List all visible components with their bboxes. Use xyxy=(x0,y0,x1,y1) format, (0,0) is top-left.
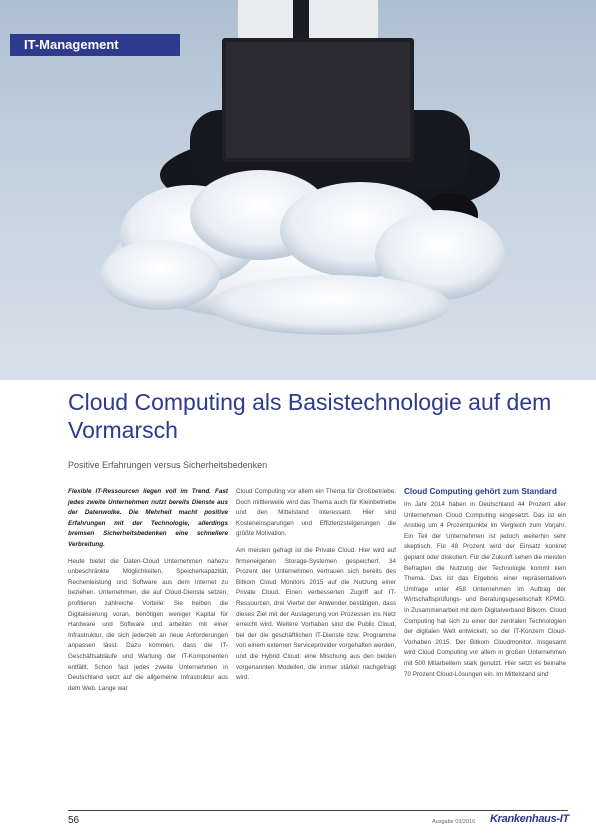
column-3-heading: Cloud Computing gehört zum Standard xyxy=(404,487,557,496)
brand-logo: Krankenhaus-IT xyxy=(490,813,569,825)
body-paragraph: Am meisten gefragt ist die Private Cloud. Hier wird auf firmeneigenen Storage-Systemen gespeichert. 34 Prozent der Unternehmen vertrauen sich bereits des Bitkom Cloud Monitors 2015 auf die Nutzung einer Private Cloud. Einen verbesserten Zugriff auf IT-Ressourcen, drei Viertel der Anwender bestätigen, dass dieses Ziel mit der Auslagerung von Prozessen ins Netz erreicht wird. Weitere Vorhaben sind die Public Cloud, bei der die geschäftlichen IT-Dienste bzw. Programme von einem externen Serviceprovider vorgehalten werden, und die Hybrid Cloud: eine Mischung aus den beiden vorgenannten Modellen, die immer stärker nachgefragt wird. xyxy=(236,546,396,682)
lead-paragraph: Flexible IT-Ressourcen liegen voll im Trend. Fast jedes zweite Unternehmen nutzt bereits Dienste aus der Datenwolke. Die Mehrheit macht positive Erfahrungen mit der Technologie, allerdings bremsen Sicherheitsbedenken eine schnellere Verbreitung. xyxy=(68,488,228,548)
body-paragraph: Cloud Computing vor allem ein Thema für Großbetriebe. Doch mittlerweile wird das Thema auch für Kleinbetriebe und den Mittelstand interessant. Hier sind Kosteneinsparungen und Effizienzsteigerungen die größte Motivation. xyxy=(236,488,396,538)
cloud-laptop-illustration xyxy=(0,0,596,380)
header-photo xyxy=(0,0,596,380)
page-number: 56 xyxy=(68,815,80,826)
footer-divider xyxy=(68,810,568,811)
issue-label: Ausgabe 03/2016 xyxy=(432,819,476,825)
body-paragraph: Im Jahr 2014 haben in Deutschland 44 Prozent aller Unternehmen Cloud Computing eingesetzt. Das ist ein Anstieg um 4 Prozentpunkte im Vergleich zum Vorjahr. Ein Teil der Unternehmen ist jedoch weiterhin sehr skeptisch. Für 48 Prozent wird der Einsatz konkret geplant oder diskutiert. Für die Zukunft sehen die meisten Befragten die Nutzung der Technologie kommt kein Thema. Das ist das Ergebnis einer repräsentativen Umfrage unter 458 Unternehmen im Auftrag der Wirtschaftsprüfungs- und Beratungsgesellschaft KPMG. In Zusammenarbeit mit dem Digitalverband Bitkom. Cloud Computing hat sich zu einer der zentralen Technologien der digitalen Welt entwickelt, so der IT-Konzern Cloud-Vorhaben 2015. Der Bitkom Cloudmonitor. Insgesamt wird Cloud Computing vor allem in großen Unternehmen mit 500 Mitarbeitern stark genutzt. Hier setzt es beinahe 70 Prozent Cloud-Lösungen ein. Im Mittelstand sind xyxy=(404,501,566,678)
body-paragraph: Heute bietet die Daten-Cloud Unternehmen nahezu unbeschränkte Möglichkeiten, Speicherkapazität, Rechenleistung und Software aus dem Internet zu beziehen. Unternehmen, die auf Cloud-Dienste setzen, profitieren zahlreiche Vorteile: Sie treiben die Digitalisierung voran, benötigen weniger Kapital für Hardware und Software und arbeiten mit einer Infrastruktur, die sich jederzeit an neue Anforderungen anpassen lässt. Dazu kommen, dass die IT-Geschäftsabläufe und Wartung der IT-Komponenten entfällt. Schon fast jedes zweite Unternehmen in Deutschland setzt auf die allgemeine Infrastruktur aus dem Web. Lange war xyxy=(68,557,228,692)
article-column-1 xyxy=(68,487,228,700)
article-column-3 xyxy=(404,500,566,686)
section-tag: IT-Management xyxy=(10,34,180,56)
article-subtitle: Positive Erfahrungen versus Sicherheitsbedenken xyxy=(68,460,268,470)
article-column-2 xyxy=(236,487,396,690)
article-title: Cloud Computing als Basistechnologie auf dem Vormarsch xyxy=(68,389,552,443)
